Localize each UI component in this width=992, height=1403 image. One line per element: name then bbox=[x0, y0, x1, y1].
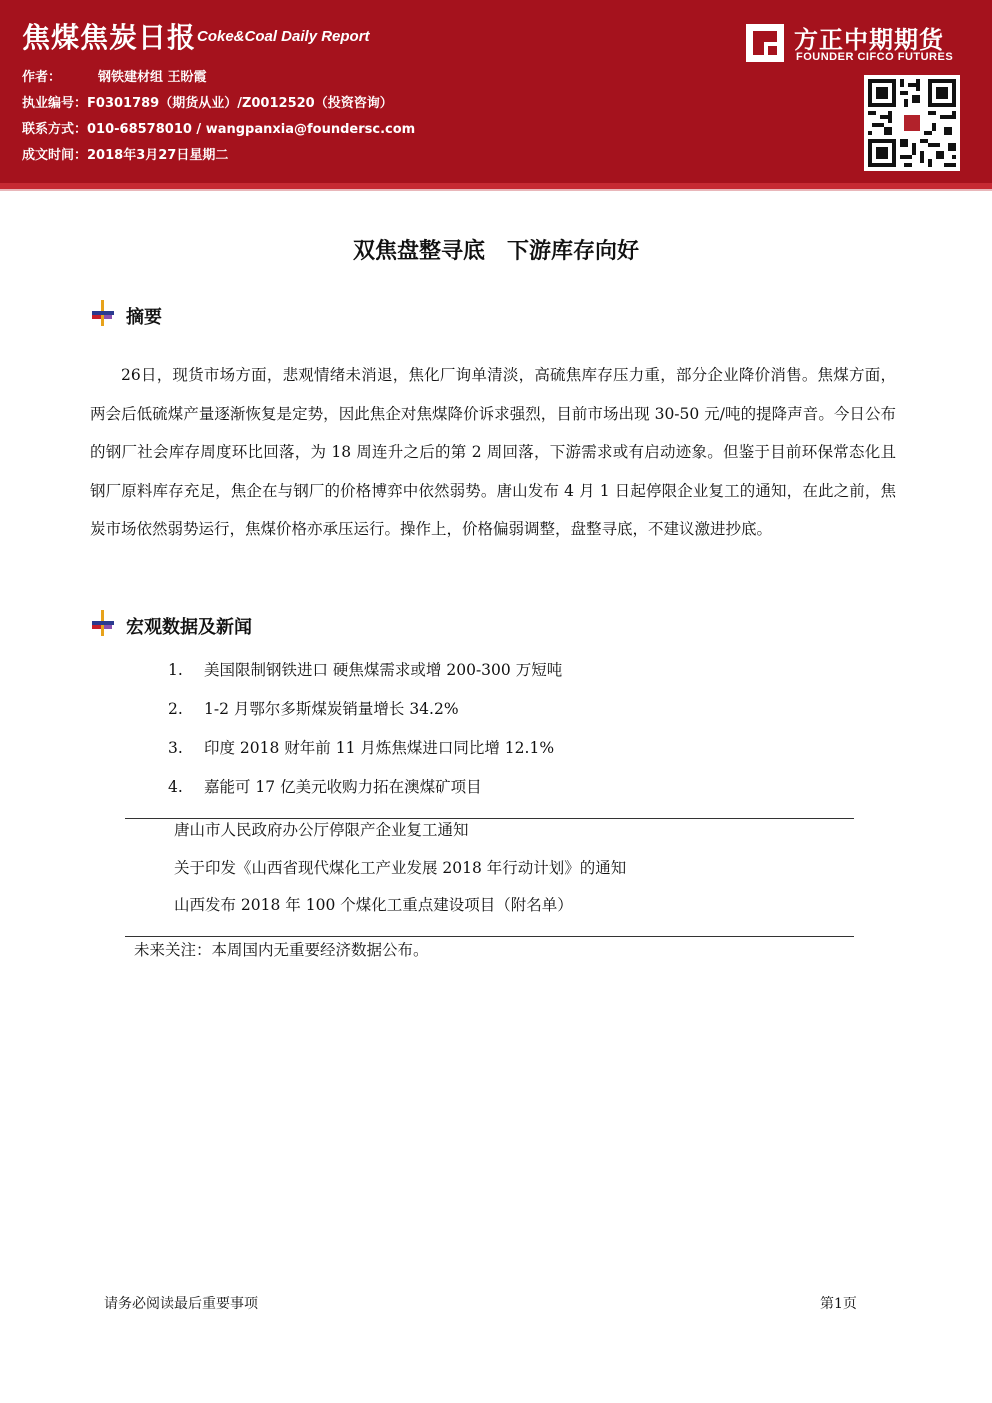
founder-logo-icon bbox=[744, 22, 786, 64]
list-item[interactable] bbox=[168, 658, 562, 697]
news-list bbox=[168, 658, 562, 814]
list-item-number: 4. bbox=[168, 778, 183, 796]
date-line bbox=[22, 144, 228, 163]
author-line bbox=[22, 66, 207, 85]
contact-value: 010-68578010 / wangpanxia@foundersc.com bbox=[87, 122, 416, 137]
license-label: 执业编号： bbox=[22, 96, 88, 111]
contact-label: 联系方式： bbox=[22, 122, 88, 137]
logo-text-cn: 方正中期期货 bbox=[794, 26, 944, 54]
date-label: 成文时间： bbox=[22, 148, 88, 163]
company-logo bbox=[744, 20, 974, 68]
list-item-text: 1-2 月鄂尔多斯煤炭销量增长 34.2% bbox=[204, 700, 459, 718]
license-value: F0301789（期货从业）/Z0012520（投资咨询） bbox=[87, 96, 393, 111]
date-value: 2018年3月27日星期二 bbox=[87, 148, 229, 163]
author-value: 钢铁建材组 王盼霞 bbox=[98, 70, 207, 85]
document-title: 双焦盘整寻底 下游库存向好 bbox=[352, 239, 639, 264]
colored-cross-bullet-icon bbox=[92, 300, 114, 326]
author-label: 作者： bbox=[22, 70, 62, 85]
notice-item[interactable]: 唐山市人民政府办公厅停限产企业复工通知 bbox=[174, 821, 469, 839]
list-item-number: 3. bbox=[168, 739, 183, 757]
footer-disclaimer: 请务必阅读最后重要事项 bbox=[104, 1296, 258, 1312]
logo-text-en: FOUNDER CIFCO FUTURES bbox=[796, 51, 954, 63]
colored-cross-bullet-icon bbox=[92, 610, 114, 636]
qr-code-icon bbox=[864, 75, 960, 171]
summary-heading-text: 摘要 bbox=[126, 307, 162, 328]
list-item-number: 1. bbox=[168, 661, 183, 679]
report-title-cn: 焦煤焦炭日报 bbox=[22, 21, 197, 54]
notice-item[interactable]: 山西发布 2018 年 100 个煤化工重点建设项目（附名单） bbox=[174, 896, 573, 914]
contact-line bbox=[22, 118, 415, 137]
future-focus: 未来关注：本周国内无重要经济数据公布。 bbox=[134, 941, 429, 959]
summary-paragraph: 26日，现货市场方面，悲观情绪未消退，焦化厂询单清淡，高硫焦库存压力重，部分企业降价消售。焦煤方面，两会后低硫煤产量逐渐恢复是定势，因此焦企对焦煤降价诉求强烈，目前市场出现 30-50 元/吨的提降声音。今日公布的钢厂社会库存周度环比回落，为 18 周连升之后的第 2 周回落，下游需求或有启动迹象。但鉴于目前环保常态化且钢厂原料库存充足，焦企在与钢厂的价格博弈中依然弱势。唐山发布 4 月 1 日起停限企业复工的通知，在此之前，焦炭市场依然弱势运行，焦煤价格亦承压运行。操作上，价格偏弱调整，盘整寻底，不建议激进抄底。 bbox=[90, 366, 896, 538]
list-item-text: 印度 2018 财年前 11 月炼焦煤进口同比增 12.1% bbox=[204, 739, 555, 757]
notice-list bbox=[174, 818, 626, 931]
page-number: 第1页 bbox=[820, 1296, 857, 1312]
list-item-number: 2. bbox=[168, 700, 183, 718]
list-item[interactable] bbox=[168, 736, 562, 775]
report-header bbox=[0, 0, 992, 183]
list-item[interactable] bbox=[168, 697, 562, 736]
list-item-text: 嘉能可 17 亿美元收购力拓在澳煤矿项目 bbox=[204, 778, 482, 796]
list-item-text: 美国限制钢铁进口 硬焦煤需求或增 200-300 万短吨 bbox=[204, 661, 563, 679]
macro-heading-text: 宏观数据及新闻 bbox=[126, 617, 252, 638]
license-line bbox=[22, 92, 393, 111]
report-title-en: Coke&Coal Daily Report bbox=[197, 28, 370, 45]
notice-item[interactable]: 关于印发《山西省现代煤化工产业发展 2018 年行动计划》的通知 bbox=[174, 858, 627, 877]
list-item[interactable] bbox=[168, 775, 562, 814]
header-divider-light bbox=[0, 189, 992, 191]
notice-bottom-rule bbox=[125, 936, 854, 937]
